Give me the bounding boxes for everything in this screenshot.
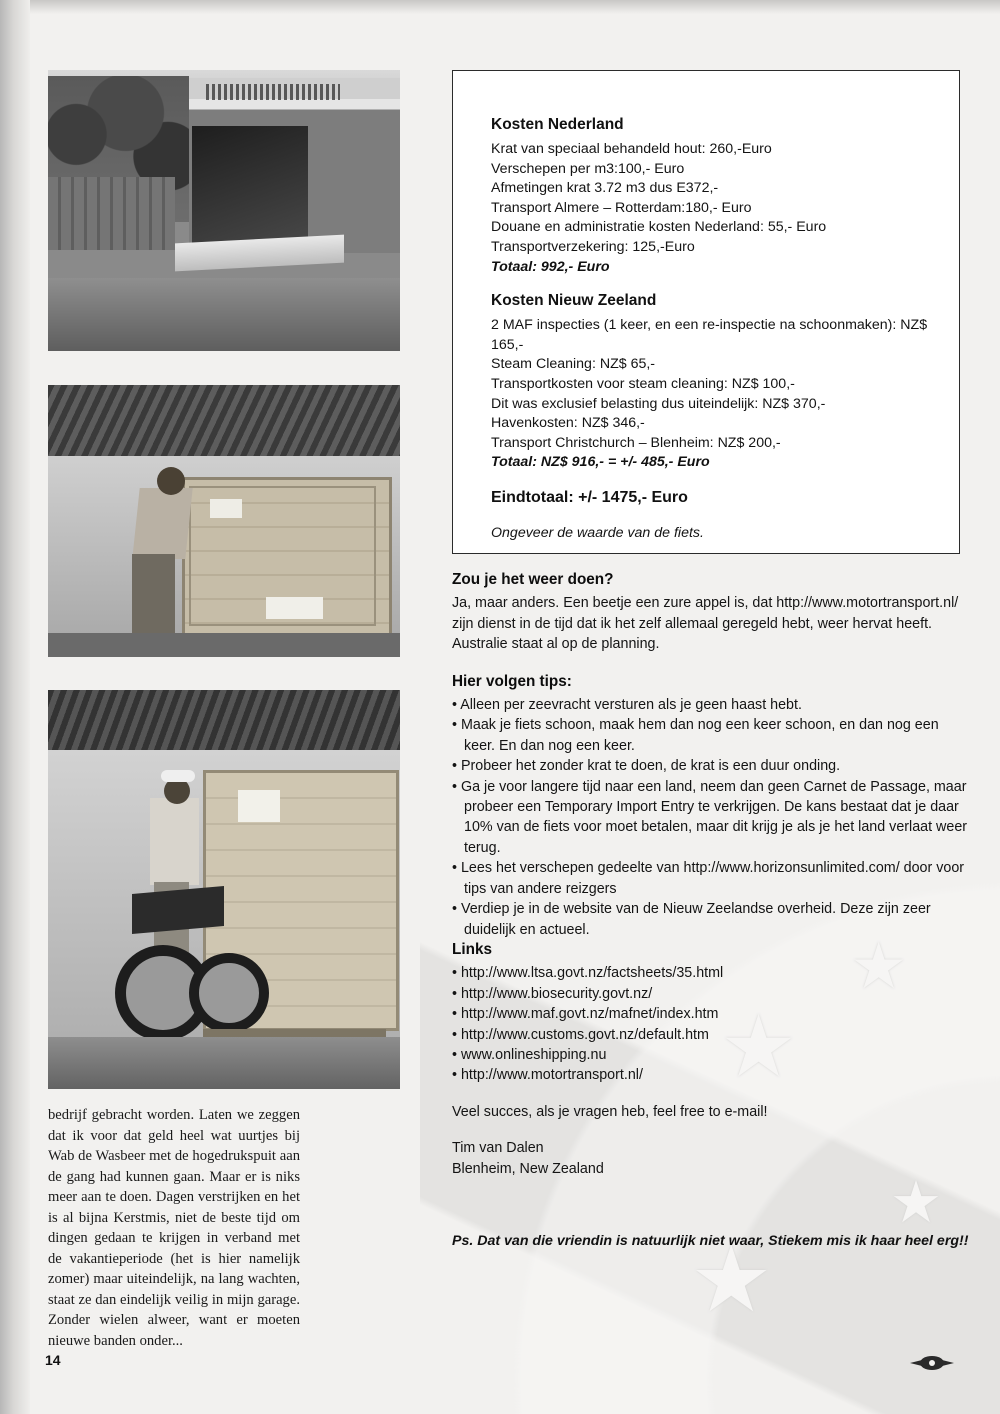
page-number: 14 xyxy=(45,1352,61,1368)
q-body: Ja, maar anders. Een beetje een zure appel is, dat http://www.motortransport.nl/ zijn dienst in de tijd dat ik het zelf allemaal geregeld hebt, weer hervat heeft. Australie staat al op de planning. xyxy=(452,595,959,653)
watermark-star-4: ★ xyxy=(890,1170,942,1235)
photo2-crate-label-2 xyxy=(210,499,242,518)
photo3-santa-hat xyxy=(161,770,195,782)
cost-nz-line-0: 2 MAF inspecties (1 keer, en een re-inspectie na schoonmaken): NZ$ 165,- xyxy=(491,317,928,353)
cost-nl-line-0: Krat van speciaal behandeld hout: 260,-Euro xyxy=(491,141,772,157)
link-item-5[interactable]: • http://www.motortransport.nl/ xyxy=(452,1067,643,1084)
photo1-cargo xyxy=(192,126,308,252)
photo3-ground xyxy=(48,1037,400,1089)
cost-nz-line-2: Transportkosten voor steam cleaning: NZ$ 100,- xyxy=(491,375,795,392)
photo1-truck-lettering xyxy=(206,84,340,100)
photo3-motorbike-body xyxy=(132,885,224,933)
cost-nz-line-1: Steam Cleaning: NZ$ 65,- xyxy=(491,356,656,373)
photo2-roof xyxy=(48,385,400,456)
cost-nl-line-5: Transportverzekering: 125,-Euro xyxy=(491,238,695,255)
tip-item-1: • Maak je fiets schoon, maak hem dan nog een keer schoon, en dan nog een keer. En dan nog een keer. xyxy=(452,717,939,754)
links-spacer xyxy=(452,1086,972,1102)
cost-nz-line-3: Dit was exclusief belasting dus uiteindelijk: NZ$ 370,- xyxy=(491,395,826,412)
cost-summary-content xyxy=(491,116,931,541)
tip-item-2: • Probeer het zonder krat te doen, de krat is een duur onding. xyxy=(452,758,841,775)
left-body-text: bedrijf gebracht worden. Laten we zeggen dat ik voor dat geld heel wat uurtjes bij Wab de Wasbeer met de hogedrukspuit aan de gang had kunnen gaan. Maar er is niks meer aan te doen. Dagen verstrijken en het is al bijna Kerstmis, niet de beste tijd om dingen gedaan te krijgen in verband met de vakantieperiode (het is hier namelijk zomer) maar uiteindelijk, na lang wachten, staat ze dan eindelijk veilig in mijn garage. Zonder wielen alweer, want er moeten nieuwe banden onder... xyxy=(48,1107,300,1349)
tip-item-4: • Lees het verschepen gedeelte van http://www.horizonsunlimited.com/ door voor tips van andere reizgers xyxy=(452,860,965,897)
link-item-0[interactable]: • http://www.ltsa.govt.nz/factsheets/35.html xyxy=(452,965,724,982)
photo-truck-loading xyxy=(48,70,400,351)
signature-name: Tim van Dalen xyxy=(452,1140,544,1157)
cost-summary-box xyxy=(452,70,960,554)
publisher-logo-icon xyxy=(908,1350,956,1376)
postscript: Ps. Dat van die vriendin is natuurlijk niet waar, Stiekem mis ik haar heel erg!! xyxy=(452,1232,969,1249)
cost-note: Ongeveer de waarde van de fiets. xyxy=(491,524,704,541)
cost-nl-line-2: Afmetingen krat 3.72 m3 dus E372,- xyxy=(491,180,719,197)
links-heading: Links xyxy=(452,940,492,958)
cost-nl-line-3: Transport Almere – Rotterdam:180,- Euro xyxy=(491,199,752,216)
tips-heading: Hier volgen tips: xyxy=(452,672,572,690)
tip-item-0: • Alleen per zeevracht versturen als je geen haast hebt. xyxy=(452,697,802,714)
cost-nl-total: Totaal: 992,- Euro xyxy=(491,258,610,275)
ps-spacer xyxy=(452,1179,972,1231)
photo2-man-legs xyxy=(132,554,174,636)
tip-item-5: • Verdiep je in de website van de Nieuw Zeelandse overheid. Deze zijn zeer duidelijk en actueel. xyxy=(452,901,931,938)
photo1-fence xyxy=(48,177,175,250)
cost-nl-line-4: Douane en administratie kosten Nederland: 55,- Euro xyxy=(491,219,827,236)
cost-nz-line-4: Havenkosten: NZ$ 346,- xyxy=(491,415,645,432)
section-tips xyxy=(452,672,972,940)
link-item-1[interactable]: • http://www.biosecurity.govt.nz/ xyxy=(452,985,653,1002)
cost-spacer xyxy=(491,277,931,292)
photo3-crate-label xyxy=(238,790,280,822)
cost-nl-heading: Kosten Nederland xyxy=(491,116,624,133)
tip-item-3: • Ga je voor langere tijd naar een land, neem dan geen Carnet de Passage, maar probeer een Temporary Import Entry te verkrijgen. De kans bestaat dat je daar 10% van de fiets voor moet betalen, maar dit krijg je als je het land verlaat weer terug. xyxy=(452,778,968,856)
photo2-ground xyxy=(48,633,400,657)
link-item-2[interactable]: • http://www.maf.govt.nz/mafnet/index.htm xyxy=(452,1006,719,1023)
photo2-man-head xyxy=(157,467,185,495)
cost-nl-line-1: Verschepen per m3:100,- Euro xyxy=(491,160,685,177)
page-top-shadow xyxy=(0,0,1000,14)
cost-nz-line-5: Transport Christchurch – Blenheim: NZ$ 200,- xyxy=(491,434,781,451)
signature-place: Blenheim, New Zealand xyxy=(452,1160,604,1177)
section-would-you-do-it-again xyxy=(452,570,972,655)
photo2-man-torso xyxy=(132,488,192,559)
photo3-roof xyxy=(48,690,400,750)
cost-nz-heading: Kosten Nieuw Zeeland xyxy=(491,292,657,310)
photo1-ground xyxy=(48,278,400,351)
cost-grand-total: Eindtotaal: +/- 1475,- Euro xyxy=(491,488,688,506)
watermark-star-3: ★ xyxy=(690,1229,773,1331)
section-links xyxy=(452,940,972,1086)
page-left-edge xyxy=(0,0,30,1414)
closing-line: Veel succes, als je vragen heb, feel free to e-mail! xyxy=(452,1103,768,1120)
photo-man-with-motorbike xyxy=(48,690,400,1089)
photo2-crate-label xyxy=(266,597,322,619)
watermark-star-1: ★ xyxy=(720,999,798,1095)
photo-man-pushing-crate xyxy=(48,385,400,657)
q-heading: Zou je het weer doen? xyxy=(452,571,614,588)
right-body-column xyxy=(452,570,972,1251)
photo3-rear-wheel xyxy=(189,953,269,1033)
link-item-3[interactable]: • http://www.customs.govt.nz/default.htm xyxy=(452,1026,709,1043)
closing-spacer xyxy=(452,1122,972,1138)
photo3-man-torso xyxy=(150,798,199,886)
watermark-star-2: ★ xyxy=(850,930,908,1002)
link-item-4[interactable]: • www.onlineshipping.nu xyxy=(452,1046,607,1063)
cost-nz-total: Totaal: NZ$ 916,- = +/- 485,- Euro xyxy=(491,454,710,471)
